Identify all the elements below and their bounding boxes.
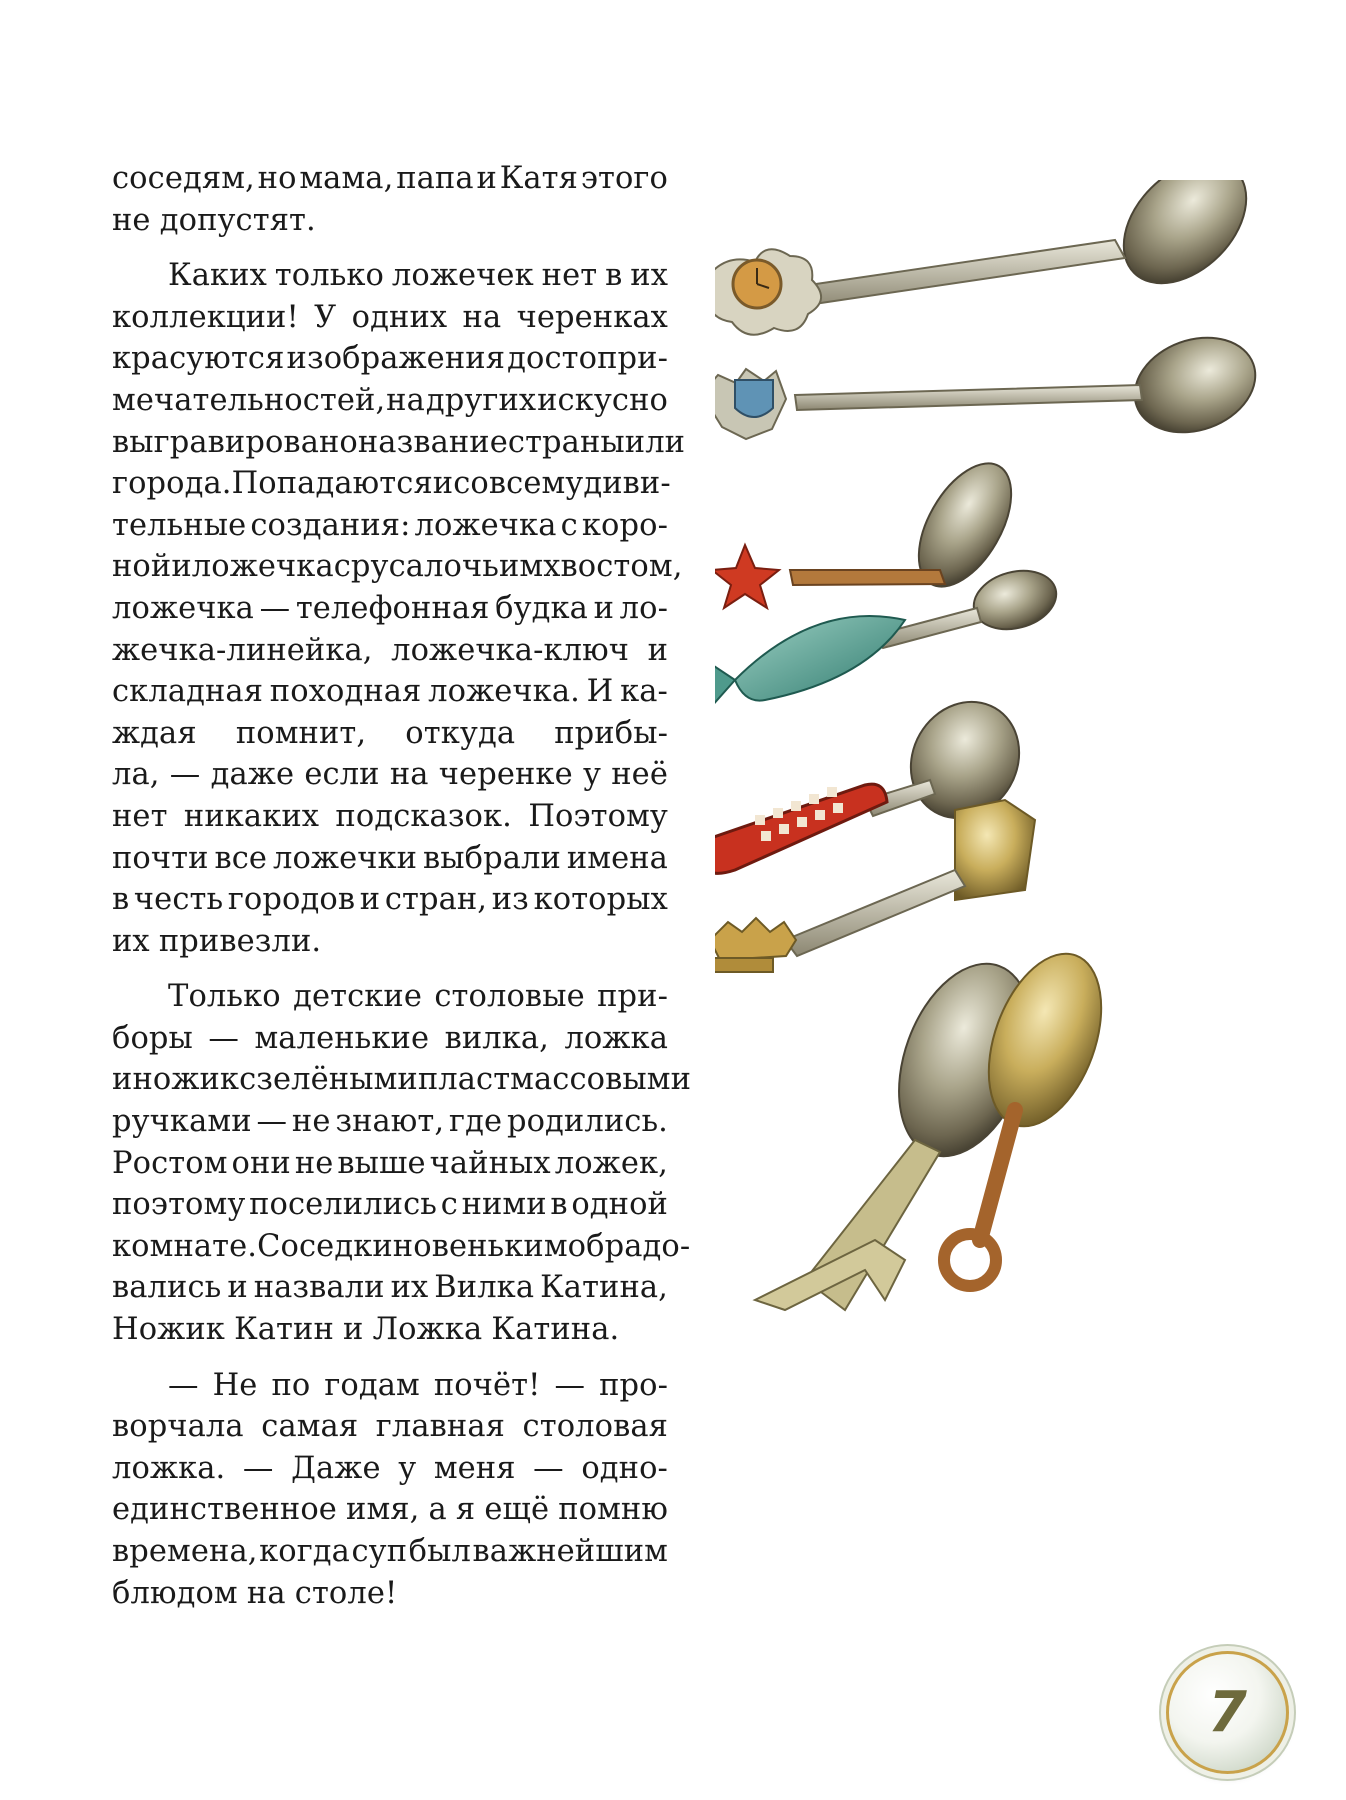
word: изображения (286, 341, 506, 377)
text-line (112, 1184, 668, 1226)
word: они (231, 1145, 291, 1181)
text-line (112, 1573, 668, 1615)
word: помнит, (235, 715, 367, 751)
word: на (389, 757, 429, 793)
word: прибы- (554, 715, 668, 751)
word: — (533, 1450, 564, 1486)
word: ручками (112, 1104, 252, 1140)
word: этого (580, 161, 668, 196)
word: ложечек (391, 258, 534, 294)
word: складная (112, 674, 264, 710)
word: столовые (434, 979, 585, 1015)
word: с (333, 549, 351, 585)
text-line (112, 754, 668, 796)
text-line (112, 671, 668, 713)
word: на (246, 1575, 286, 1611)
word: я (455, 1492, 476, 1528)
text-line (112, 297, 668, 339)
text-line (112, 505, 668, 547)
word: в (112, 882, 130, 918)
text-line (112, 338, 668, 380)
word: Соседки (257, 1228, 393, 1264)
text-line (112, 255, 668, 297)
word: на (386, 382, 425, 418)
word: ло- (619, 590, 668, 626)
word: чайных (429, 1145, 551, 1181)
word: страны (507, 424, 625, 460)
word: совсем (453, 466, 566, 502)
word: имена (566, 840, 668, 876)
word: — (554, 1367, 586, 1403)
word: с (440, 1187, 458, 1223)
word: или (624, 424, 686, 460)
word: мечательностей, (112, 382, 386, 418)
word: Не (212, 1367, 258, 1403)
word: походная (269, 674, 422, 710)
text-line (112, 879, 668, 921)
word: детские (293, 979, 423, 1015)
word: неё (611, 757, 668, 793)
text-line (112, 976, 668, 1018)
word: их (112, 923, 150, 959)
word: одной (571, 1187, 668, 1223)
word: ложек, (554, 1145, 668, 1181)
word: — (256, 1104, 288, 1140)
word: и (432, 466, 454, 502)
word: тельные (112, 507, 247, 543)
word: назвали (253, 1270, 385, 1306)
word: ложка. (112, 1450, 226, 1486)
word: название (357, 424, 508, 460)
word: — (208, 1020, 240, 1056)
text-line (112, 588, 668, 630)
word: зелёными (256, 1062, 418, 1098)
word: ножик (132, 1062, 240, 1098)
word: ной (112, 549, 172, 585)
word: Вилка (434, 1270, 535, 1306)
word: имя, (346, 1492, 420, 1528)
word: ворчала (112, 1409, 244, 1445)
word: города. (112, 466, 232, 502)
word: но (257, 161, 297, 196)
text-line (112, 713, 668, 755)
word: на (462, 299, 502, 335)
word: достопри- (507, 341, 668, 377)
word: не (294, 1145, 334, 1181)
word: поселились (249, 1187, 437, 1223)
eiffel-and-key-spoons-icon (755, 938, 1123, 1310)
word: с (560, 507, 578, 543)
word: допустят. (159, 202, 316, 238)
text-line (112, 380, 668, 422)
word: Катя (499, 161, 578, 196)
word: и (343, 1312, 364, 1348)
text-line (112, 463, 671, 505)
word: стран, (384, 882, 488, 918)
word: нет (112, 798, 168, 834)
word: будка (495, 590, 588, 626)
word: создания: (250, 507, 411, 543)
word: русалочьим (350, 549, 544, 585)
word: городов (227, 882, 356, 918)
word: ложка (564, 1020, 668, 1056)
text-line (112, 1059, 692, 1101)
crest-spoon-icon (715, 322, 1269, 449)
word: единственное (112, 1492, 337, 1528)
text-line (112, 1101, 668, 1143)
word: пластмассовыми (417, 1062, 692, 1098)
word: годам (324, 1367, 420, 1403)
word: только (274, 258, 385, 294)
text-line (112, 1018, 668, 1060)
word: самая (261, 1409, 359, 1445)
word: времена, (112, 1534, 258, 1569)
word: в (550, 1187, 568, 1223)
word: даже (210, 757, 295, 793)
word: ещё (484, 1492, 550, 1528)
word: их (390, 1270, 429, 1306)
word: столе! (294, 1575, 398, 1611)
word: черенках (516, 299, 668, 335)
word: если (304, 757, 380, 793)
word: искусно (537, 382, 668, 418)
word: — (169, 757, 201, 793)
word: ложечка (191, 549, 334, 585)
word: ложечка (112, 590, 254, 626)
word: у (582, 757, 602, 793)
text-line (112, 1226, 691, 1268)
word: родились. (506, 1104, 668, 1140)
word: красуются (112, 341, 285, 377)
word: у (398, 1450, 417, 1486)
word: новеньким (392, 1228, 568, 1264)
word: столовая (522, 1409, 668, 1445)
word: удиви- (565, 466, 671, 502)
word: блюдом (112, 1575, 238, 1611)
word: вались (112, 1270, 222, 1306)
word: выгравировано (112, 424, 358, 460)
word: соседям, (112, 161, 255, 196)
word: их (630, 258, 668, 294)
word: — (259, 590, 291, 626)
text-line (112, 1267, 668, 1309)
word: где (449, 1104, 503, 1140)
word: важнейшим (472, 1534, 668, 1569)
text-line (112, 1489, 668, 1531)
spoons-illustration (715, 180, 1275, 1460)
word: честь (133, 882, 224, 918)
word: хвостом, (543, 549, 683, 585)
text-line (112, 1406, 668, 1448)
word: в (605, 258, 623, 294)
word: а (428, 1492, 447, 1528)
word: Каких (168, 258, 267, 294)
word: и (359, 882, 381, 918)
word: почти (112, 840, 209, 876)
text-line (112, 838, 668, 880)
word: ложечки (272, 840, 418, 876)
word: поэтому (112, 1187, 246, 1223)
word: и (227, 1270, 248, 1306)
word: ними (461, 1187, 547, 1223)
text-line (112, 1309, 668, 1351)
word: ложечка (414, 507, 557, 543)
word: Катина. (491, 1312, 620, 1348)
word: Только (168, 979, 281, 1015)
word: и (476, 161, 497, 196)
word: с (239, 1062, 257, 1098)
word: привезли. (158, 923, 322, 959)
word: одних (351, 299, 448, 335)
word: знают, (335, 1104, 445, 1140)
word: из (491, 882, 529, 918)
word: ждая (112, 715, 197, 751)
text-line (112, 796, 668, 838)
word: не (112, 202, 151, 238)
word: одно- (581, 1450, 668, 1486)
word: мама, (299, 161, 394, 196)
word: — (168, 1367, 199, 1403)
word: и (112, 1062, 133, 1098)
word: комнате. (112, 1228, 258, 1264)
word: меня (433, 1450, 516, 1486)
word: почёт! (433, 1367, 541, 1403)
text-line (112, 200, 668, 242)
word: и (593, 590, 615, 626)
word: подсказок. (335, 798, 512, 834)
word: все (214, 840, 268, 876)
text-line (112, 1448, 668, 1490)
word: никаких (183, 798, 320, 834)
word: нет (541, 258, 598, 294)
word: Катина, (540, 1270, 668, 1306)
star-and-mermaid-spoons-icon (715, 448, 1063, 716)
word: суп (351, 1534, 408, 1569)
word: Попадаются (231, 466, 433, 502)
word: Ножик (112, 1312, 225, 1348)
word: Даже (291, 1450, 381, 1486)
word: которых (533, 882, 668, 918)
text-line (112, 921, 668, 963)
word: телефонная (295, 590, 490, 626)
word: других (425, 382, 537, 418)
word: по (271, 1367, 311, 1403)
word: не (291, 1104, 331, 1140)
word: маленькие (254, 1020, 430, 1056)
clock-spoon-icon (715, 180, 1270, 335)
text-line (112, 1531, 668, 1573)
word: выше (337, 1145, 426, 1181)
word: про- (599, 1367, 668, 1403)
word: выбрали (423, 840, 561, 876)
word: коллекции! (112, 299, 299, 335)
word: ла, (112, 757, 160, 793)
word: жечка-линейка, (112, 632, 373, 668)
word: И (586, 674, 614, 710)
word: Ложка (372, 1312, 483, 1348)
text-line (112, 422, 686, 464)
word: и (647, 632, 668, 668)
word: коро- (581, 507, 668, 543)
story-text (112, 158, 692, 1614)
word: при- (597, 979, 668, 1015)
text-line (112, 1365, 668, 1407)
text-line (112, 630, 668, 672)
word: когда (259, 1534, 350, 1569)
word: помню (558, 1492, 668, 1528)
word: — (242, 1450, 274, 1486)
word: Ростом (112, 1145, 228, 1181)
word: ложечка. (428, 674, 580, 710)
text-line (112, 158, 668, 200)
word: был (408, 1534, 471, 1569)
page-number-badge (1166, 1651, 1289, 1774)
word: Катин (234, 1312, 334, 1348)
word: ложечка-ключ (391, 632, 630, 668)
word: обрадо- (567, 1228, 691, 1264)
text-line (112, 546, 683, 588)
word: черенке (438, 757, 573, 793)
word: боры (112, 1020, 193, 1056)
word: главная (375, 1409, 505, 1445)
text-line (112, 1143, 668, 1185)
word: и (171, 549, 192, 585)
word: ка- (620, 674, 668, 710)
word: папа (396, 161, 474, 196)
page-number: 7 (1208, 1679, 1247, 1745)
word: У (314, 299, 337, 335)
word: вилка, (444, 1020, 549, 1056)
word: откуда (405, 715, 516, 751)
word: Поэтому (528, 798, 668, 834)
